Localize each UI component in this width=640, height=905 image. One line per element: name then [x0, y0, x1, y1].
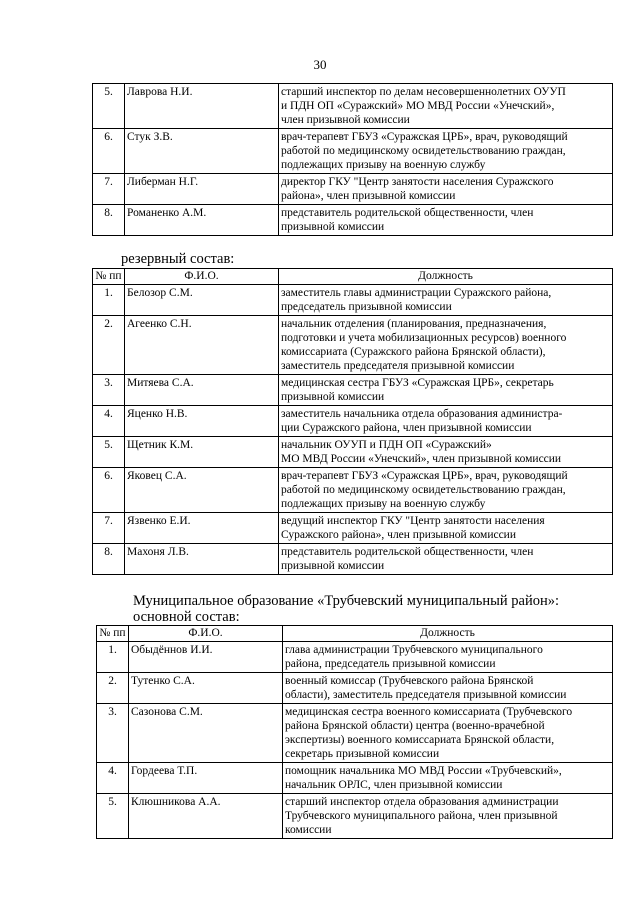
table-row [93, 84, 613, 129]
position-line: директор ГКУ "Центр занятости населения Суражского [281, 176, 554, 188]
table-row [93, 437, 613, 468]
position-line: военный комиссар (Трубчевского района Брянской [285, 675, 534, 687]
table-row [93, 174, 613, 205]
position-line: секретарь призывной комиссии [285, 748, 440, 760]
page-number: 30 [313, 57, 327, 72]
row-number: 2. [97, 673, 129, 704]
position-line: представитель родительской общественности, член [281, 546, 534, 558]
row-number: 4. [97, 763, 129, 794]
table-row [93, 129, 613, 174]
member-name: Митяева С.А. [125, 375, 279, 406]
member-position [279, 513, 613, 544]
member-name: Стук З.В. [125, 129, 279, 174]
member-name: Обыдённов И.И. [129, 642, 283, 673]
position-line: МО МВД России «Унечский», член призывной комиссии [281, 453, 562, 465]
member-position [279, 205, 613, 236]
member-position [283, 794, 613, 839]
table-row [93, 513, 613, 544]
position-line: заместитель начальника отдела образования администра- [281, 408, 563, 420]
member-position [279, 174, 613, 205]
row-number: 6. [93, 468, 125, 513]
commission-table-main-trubchevsk [96, 625, 613, 839]
row-number: 3. [97, 704, 129, 763]
member-position [283, 673, 613, 704]
row-number: 3. [93, 375, 125, 406]
member-position [283, 763, 613, 794]
member-position [279, 285, 613, 316]
row-number: 4. [93, 406, 125, 437]
position-line: работой по медицинскому освидетельствованию граждан, [281, 145, 566, 157]
member-name: Романенко А.М. [125, 205, 279, 236]
position-line: экспертизы) военного комиссариата Брянской области, [285, 734, 555, 746]
table-row [97, 794, 613, 839]
member-position [279, 129, 613, 174]
table-row [97, 763, 613, 794]
position-line: ведущий инспектор ГКУ "Центр занятости населения [281, 515, 545, 527]
member-position [279, 84, 613, 129]
member-name: Яковец С.А. [125, 468, 279, 513]
position-line: и ПДН ОП «Суражский» МО МВД России «Унечский», [281, 100, 555, 112]
commission-table-reserve-surazh [92, 268, 613, 575]
position-line: комиссариата (Суражского района Брянской области), [281, 346, 546, 358]
header-position: Должность [283, 626, 613, 642]
member-name: Яценко Н.В. [125, 406, 279, 437]
position-line: медицинская сестра ГБУЗ «Суражская ЦРБ», секретарь [281, 377, 554, 389]
table-header-row [97, 626, 613, 642]
position-line: врач-терапевт ГБУЗ «Суражская ЦРБ», врач, руководящий [281, 131, 568, 143]
member-position [279, 544, 613, 575]
table-row [93, 544, 613, 575]
member-name: Белозор С.М. [125, 285, 279, 316]
position-line: заместитель главы администрации Суражского района, [281, 287, 552, 299]
table-row [97, 704, 613, 763]
position-line: призывной комиссии [281, 221, 385, 233]
position-line: медицинская сестра военного комиссариата (Трубчевского [285, 706, 573, 718]
reserve-composition-caption: резервный состав: [121, 251, 235, 267]
position-line: врач-терапевт ГБУЗ «Суражская ЦРБ», врач, руководящий [281, 470, 568, 482]
row-number: 7. [93, 513, 125, 544]
row-number: 8. [93, 544, 125, 575]
position-line: глава администрации Трубчевского муниципального [285, 644, 543, 656]
member-name: Язвенко Е.И. [125, 513, 279, 544]
position-line: района, председатель призывной комиссии [285, 658, 496, 670]
position-line: начальник ОУУП и ПДН ОП «Суражский» [281, 439, 492, 451]
row-number: 1. [93, 285, 125, 316]
position-line: комиссии [285, 824, 332, 836]
position-line: начальник ОРЛС, член призывной комиссии [285, 779, 503, 791]
header-name: Ф.И.О. [125, 269, 279, 285]
position-line: заместитель председателя призывной комиссии [281, 360, 515, 372]
member-position [279, 468, 613, 513]
table-row [93, 406, 613, 437]
position-line: старший инспектор по делам несовершеннолетних ОУУП [281, 86, 566, 98]
table-row [93, 316, 613, 375]
member-position [279, 316, 613, 375]
position-line: Трубчевского муниципального района, член призывной [285, 810, 558, 822]
table-row [93, 285, 613, 316]
header-position: Должность [279, 269, 613, 285]
member-name: Клюшникова А.А. [129, 794, 283, 839]
member-name: Агеенко С.Н. [125, 316, 279, 375]
member-name: Лаврова Н.И. [125, 84, 279, 129]
position-line: района Брянской области) центра (военно-врачебной [285, 720, 545, 732]
table-row [93, 468, 613, 513]
member-name: Сазонова С.М. [129, 704, 283, 763]
position-line: призывной комиссии [281, 391, 385, 403]
table-row [93, 205, 613, 236]
header-name: Ф.И.О. [129, 626, 283, 642]
header-num: № пп [93, 269, 125, 285]
member-name: Щетник К.М. [125, 437, 279, 468]
row-number: 8. [93, 205, 125, 236]
position-line: начальник отделения (планирования, предназначения, [281, 318, 547, 330]
table-row [93, 375, 613, 406]
member-name: Либерман Н.Г. [125, 174, 279, 205]
row-number: 1. [97, 642, 129, 673]
position-line: подлежащих призыву на военную службу [281, 498, 486, 510]
table-row [97, 673, 613, 704]
table-header-row [93, 269, 613, 285]
row-number: 2. [93, 316, 125, 375]
member-position [279, 406, 613, 437]
position-line: помощник начальника МО МВД России «Трубчевский», [285, 765, 562, 777]
member-name: Махоня Л.В. [125, 544, 279, 575]
member-position [279, 437, 613, 468]
header-num: № пп [97, 626, 129, 642]
row-number: 7. [93, 174, 125, 205]
member-position [283, 704, 613, 763]
member-name: Гордеева Т.П. [129, 763, 283, 794]
member-position [279, 375, 613, 406]
position-line: работой по медицинскому освидетельствованию граждан, [281, 484, 566, 496]
position-line: член призывной комиссии [281, 114, 410, 126]
position-line: старший инспектор отдела образования администрации [285, 796, 559, 808]
position-line: подлежащих призыву на военную службу [281, 159, 486, 171]
row-number: 5. [93, 437, 125, 468]
position-line: района», член призывной комиссии [281, 190, 456, 202]
member-position [283, 642, 613, 673]
commission-table-main-surazh [92, 83, 613, 236]
position-line: Суражского района», член призывной комиссии [281, 529, 516, 541]
position-line: призывной комиссии [281, 560, 385, 572]
position-line: подготовки и учета мобилизационных ресурсов) военного [281, 332, 567, 344]
position-line: председатель призывной комиссии [281, 301, 452, 313]
position-line: представитель родительской общественности, член [281, 207, 534, 219]
table-row [97, 642, 613, 673]
row-number: 5. [93, 84, 125, 129]
municipality-caption: Муниципальное образование «Трубчевский муниципальный район»: [133, 593, 559, 609]
row-number: 6. [93, 129, 125, 174]
position-line: ции Суражского района, член призывной комиссии [281, 422, 532, 434]
row-number: 5. [97, 794, 129, 839]
member-name: Тутенко С.А. [129, 673, 283, 704]
main-composition-caption: основной состав: [133, 609, 240, 625]
position-line: области), заместитель председателя призывной комиссии [285, 689, 567, 701]
